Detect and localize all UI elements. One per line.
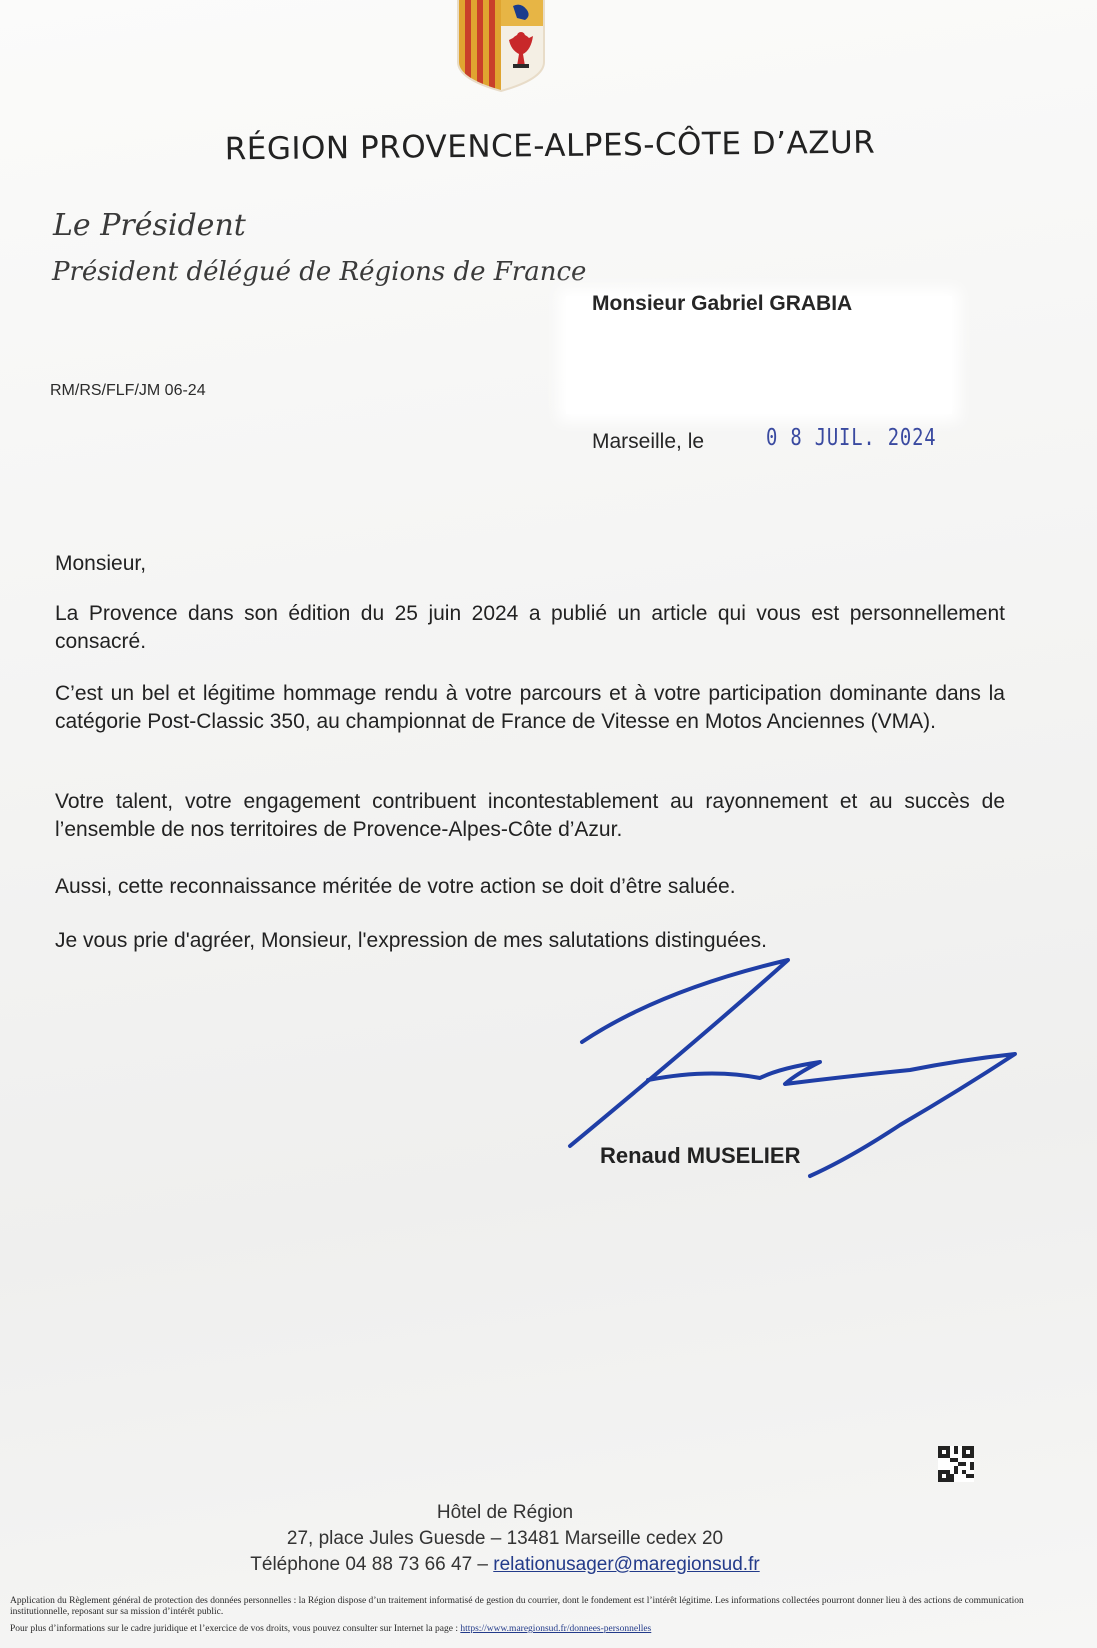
footer-building: Hôtel de Région [436, 1502, 574, 1523]
place-date-prefix: Marseille, le [592, 430, 705, 453]
president-subtitle: Président délégué de Régions de France [52, 257, 587, 287]
footer-address: 27, place Jules Guesde – 13481 Marseille cedex 20 [286, 1528, 724, 1549]
footer-phone: Téléphone 04 88 73 66 47 – [250, 1554, 494, 1575]
addressee-name: Monsieur Gabriel GRABIA [592, 292, 853, 315]
region-title: RÉGION PROVENCE-ALPES-CÔTE D’AZUR [224, 124, 876, 168]
letter-salutation: Monsieur, [55, 552, 147, 575]
legal-notice-link[interactable]: https://www.maregionsud.fr/donnees-personnelles [460, 1624, 652, 1634]
president-title: Le Président [53, 208, 246, 243]
footer-email-link[interactable]: relationusager@maregionsud.fr [493, 1554, 760, 1575]
reference-code: RM/RS/FLF/JM 06-24 [50, 382, 206, 399]
legal-notice-2 [10, 1624, 1085, 1635]
qr-code-icon [938, 1446, 974, 1482]
letter-paragraph-3: Votre talent, votre engagement contribuent incontestablement au rayonnement et au succès de l’ensemble de nos territoires de Provence-Alpes-Côte d’Azur. [55, 790, 1005, 841]
footer-contact [0, 1554, 1010, 1576]
legal-notice-1: Application du Règlement général de protection des données personnelles : la Région dispose d’un traitement informatisé de gestion du courrier, dont le fondement est l’intérêt légitime. Les informations collectées pourront donner lieu à des actions de communication institutionnelle, reposant sur sa mission d’intérêt public. [10, 1596, 1024, 1617]
letter-paragraph-1: La Provence dans son édition du 25 juin 2024 a publié un article qui vous est personnellement consacré. [55, 602, 1005, 653]
letter-paragraph-4: Aussi, cette reconnaissance méritée de votre action se doit d’être saluée. [55, 875, 736, 898]
signatory-name: Renaud MUSELIER [600, 1143, 801, 1168]
date-stamp: 0 8 JUIL. 2024 [766, 425, 937, 451]
letter-paragraph-2: C’est un bel et légitime hommage rendu à votre parcours et à votre participation dominante dans la catégorie Post-Classic 350, au championnat de France de Vitesse en Motos Anciennes (VMA). [55, 682, 1005, 733]
letter-closing: Je vous prie d'agréer, Monsieur, l'expression de mes salutations distinguées. [55, 929, 767, 952]
legal-notice-text: Pour plus d’informations sur le cadre juridique et l’exercice de vos droits, vous pouvez consulter sur Internet la page : [10, 1624, 461, 1634]
coat-of-arms-icon [455, 0, 547, 94]
